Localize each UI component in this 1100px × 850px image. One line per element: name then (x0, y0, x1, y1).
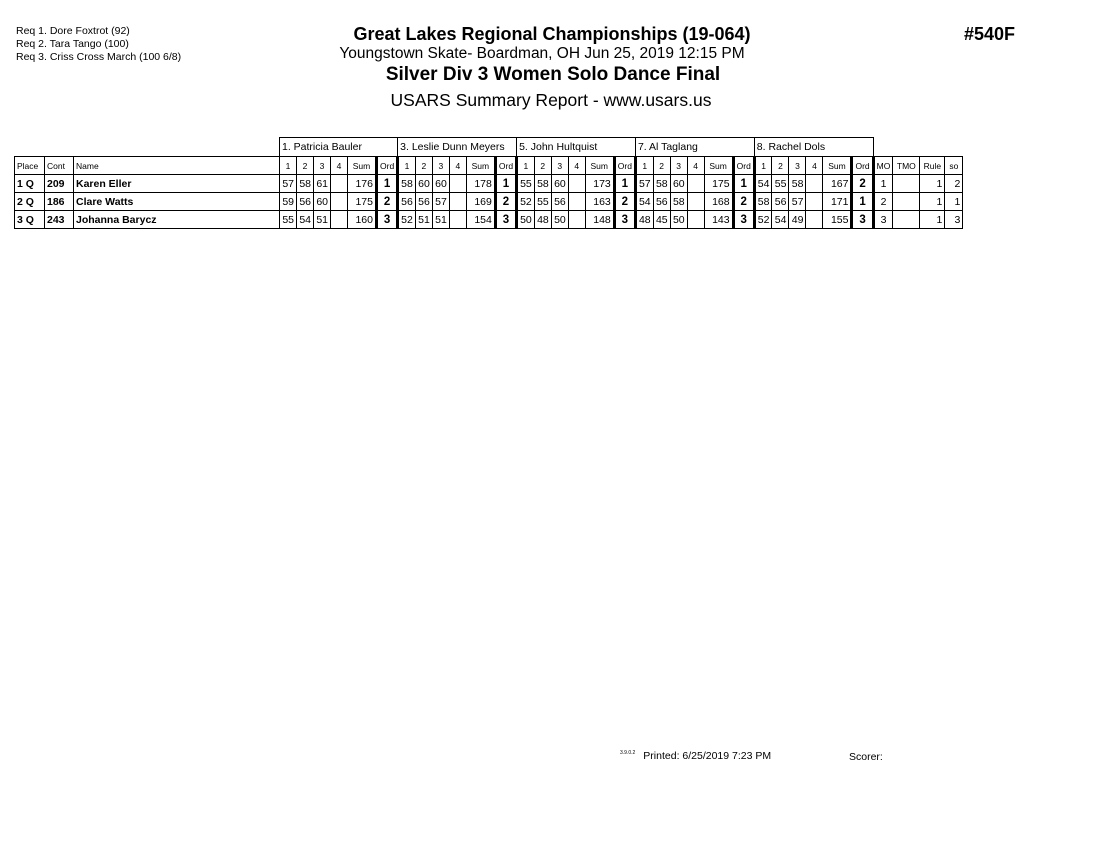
score-cell: 45 (653, 211, 670, 229)
score-cell: 51 (432, 211, 449, 229)
score-cell (806, 211, 823, 229)
tail-cell: 1 (920, 175, 945, 193)
score-cell: 52 (517, 193, 535, 211)
score-cell: 60 (432, 175, 449, 193)
score-cell: 173 (585, 175, 614, 193)
score-cell (449, 193, 466, 211)
tail-cell: 1 (873, 175, 893, 193)
column-header-tail: so (945, 157, 963, 175)
score-cell (806, 175, 823, 193)
table-row (15, 211, 963, 229)
score-cell: 54 (772, 211, 789, 229)
score-cell: 55 (534, 193, 551, 211)
score-cell: 143 (704, 211, 733, 229)
version-label: 3.9.0.2 (620, 750, 636, 756)
score-cell: 61 (314, 175, 331, 193)
score-cell: 59 (280, 193, 297, 211)
printed-info (620, 750, 771, 762)
column-header-name: Name (74, 157, 280, 175)
score-cell: 56 (297, 193, 314, 211)
score-cell: 48 (635, 211, 653, 229)
contestant-number-cell: 186 (45, 193, 74, 211)
column-header-score: 1 (398, 157, 416, 175)
score-cell (331, 175, 348, 193)
tail-cell (893, 193, 920, 211)
ordinal-cell: 3 (852, 211, 873, 229)
tail-cell: 2 (945, 175, 963, 193)
competition-title: Great Lakes Regional Championships (19-064) (353, 24, 751, 44)
tail-cell (893, 211, 920, 229)
header-spacer (873, 138, 963, 157)
event-title: Silver Div 3 Women Solo Dance Final (385, 64, 721, 85)
score-cell: 50 (551, 211, 568, 229)
skater-name-cell: Karen Eller (74, 175, 280, 193)
score-cell: 52 (754, 211, 772, 229)
printed-timestamp: Printed: 6/25/2019 7:23 PM (643, 750, 772, 762)
score-cell (449, 211, 466, 229)
contestant-number-cell: 243 (45, 211, 74, 229)
score-cell (331, 211, 348, 229)
score-cell: 55 (280, 211, 297, 229)
score-cell: 167 (823, 175, 852, 193)
score-cell: 55 (517, 175, 535, 193)
column-header-score: Ord (733, 157, 754, 175)
skater-name-cell: Clare Watts (74, 193, 280, 211)
ordinal-cell: 2 (614, 193, 635, 211)
column-header-tail: TMO (893, 157, 920, 175)
requirement-item: Req 2. Tara Tango (100) (16, 38, 129, 50)
score-cell: 178 (466, 175, 495, 193)
score-cell: 169 (466, 193, 495, 211)
column-header-tail: MO (873, 157, 893, 175)
ordinal-cell: 1 (733, 175, 754, 193)
score-cell: 57 (280, 175, 297, 193)
column-header-tail: Rule (920, 157, 945, 175)
column-header-score: 1 (517, 157, 535, 175)
score-cell: 51 (415, 211, 432, 229)
column-header-score: 1 (754, 157, 772, 175)
score-cell: 58 (398, 175, 416, 193)
column-header-score: Ord (495, 157, 516, 175)
ordinal-cell: 2 (377, 193, 398, 211)
place-cell: 2 Q (15, 193, 45, 211)
column-header-score: Sum (348, 157, 377, 175)
score-cell: 58 (653, 175, 670, 193)
requirements-list (16, 25, 181, 64)
score-cell: 155 (823, 211, 852, 229)
score-cell (568, 211, 585, 229)
column-header-cont: Cont (45, 157, 74, 175)
score-cell: 56 (772, 193, 789, 211)
column-header-place: Place (15, 157, 45, 175)
score-cell: 58 (789, 175, 806, 193)
ordinal-cell: 3 (733, 211, 754, 229)
score-cell: 160 (348, 211, 377, 229)
requirement-item: Req 1. Dore Foxtrot (92) (16, 25, 130, 37)
score-cell: 50 (517, 211, 535, 229)
column-header-score: Sum (704, 157, 733, 175)
score-cell: 55 (772, 175, 789, 193)
ordinal-cell: 3 (495, 211, 516, 229)
ordinal-cell: 1 (377, 175, 398, 193)
ordinal-cell: 2 (852, 175, 873, 193)
tail-cell: 3 (945, 211, 963, 229)
table-row (15, 175, 963, 193)
score-cell (687, 175, 704, 193)
judge-name: 1. Patricia Bauler (280, 138, 398, 157)
score-cell: 49 (789, 211, 806, 229)
score-cell: 51 (314, 211, 331, 229)
column-header-score: Sum (466, 157, 495, 175)
score-cell (568, 193, 585, 211)
score-cell: 168 (704, 193, 733, 211)
requirement-item: Req 3. Criss Cross March (100 6/8) (16, 51, 182, 63)
score-cell: 54 (635, 193, 653, 211)
judge-name: 5. John Hultquist (517, 138, 636, 157)
column-header-score: 3 (314, 157, 331, 175)
ordinal-cell: 3 (377, 211, 398, 229)
place-cell: 3 Q (15, 211, 45, 229)
column-header-score: 2 (297, 157, 314, 175)
judge-name: 8. Rachel Dols (754, 138, 873, 157)
column-header-score: 4 (806, 157, 823, 175)
column-header-score: 3 (789, 157, 806, 175)
contestant-number-cell: 209 (45, 175, 74, 193)
column-header-score: 3 (432, 157, 449, 175)
tail-cell: 1 (945, 193, 963, 211)
place-cell: 1 Q (15, 175, 45, 193)
score-cell: 56 (398, 193, 416, 211)
score-cell (449, 175, 466, 193)
tail-cell (893, 175, 920, 193)
score-cell (568, 175, 585, 193)
column-header-score: 3 (551, 157, 568, 175)
score-cell: 57 (635, 175, 653, 193)
header-spacer (15, 138, 280, 157)
column-header-score: 1 (635, 157, 653, 175)
column-header-score: 2 (772, 157, 789, 175)
tail-cell: 3 (873, 211, 893, 229)
score-cell: 48 (534, 211, 551, 229)
score-cell: 175 (348, 193, 377, 211)
report-line: USARS Summary Report - www.usars.us (390, 90, 712, 110)
score-cell: 52 (398, 211, 416, 229)
ordinal-cell: 1 (495, 175, 516, 193)
score-cell: 57 (432, 193, 449, 211)
column-header-score: Ord (377, 157, 398, 175)
score-cell: 163 (585, 193, 614, 211)
score-cell: 54 (297, 211, 314, 229)
score-cell: 58 (534, 175, 551, 193)
score-cell (806, 193, 823, 211)
column-header-score: 2 (415, 157, 432, 175)
score-cell: 50 (670, 211, 687, 229)
column-header-score: 1 (280, 157, 297, 175)
ordinal-cell: 2 (733, 193, 754, 211)
score-cell: 54 (754, 175, 772, 193)
tail-cell: 1 (920, 193, 945, 211)
score-cell: 58 (754, 193, 772, 211)
score-cell: 60 (314, 193, 331, 211)
score-cell: 57 (789, 193, 806, 211)
ordinal-cell: 2 (495, 193, 516, 211)
score-cell: 175 (704, 175, 733, 193)
ordinal-cell: 1 (614, 175, 635, 193)
score-cell: 171 (823, 193, 852, 211)
event-number: #540F (964, 24, 1016, 44)
column-header-score: 4 (331, 157, 348, 175)
column-header-score: 4 (687, 157, 704, 175)
scorer-label: Scorer: (849, 751, 883, 763)
score-cell (687, 193, 704, 211)
column-header-score: Sum (823, 157, 852, 175)
score-cell: 176 (348, 175, 377, 193)
column-header-score: 4 (568, 157, 585, 175)
ordinal-cell: 3 (614, 211, 635, 229)
score-cell: 60 (415, 175, 432, 193)
column-header-score: 4 (449, 157, 466, 175)
score-cell: 58 (670, 193, 687, 211)
column-header-score: Sum (585, 157, 614, 175)
judge-name: 7. Al Taglang (635, 138, 754, 157)
column-header-score: Ord (614, 157, 635, 175)
score-cell (331, 193, 348, 211)
ordinal-cell: 1 (852, 193, 873, 211)
score-cell: 154 (466, 211, 495, 229)
score-cell (687, 211, 704, 229)
table-row (15, 193, 963, 211)
column-header-score: 2 (534, 157, 551, 175)
score-cell: 56 (415, 193, 432, 211)
column-header-score: 3 (670, 157, 687, 175)
score-cell: 60 (670, 175, 687, 193)
score-cell: 56 (551, 193, 568, 211)
location-line: Youngstown Skate- Boardman, OH Jun 25, 2019 12:15 PM (339, 45, 745, 62)
skater-name-cell: Johanna Barycz (74, 211, 280, 229)
score-cell: 56 (653, 193, 670, 211)
column-header-score: Ord (852, 157, 873, 175)
score-cell: 148 (585, 211, 614, 229)
column-header-score: 2 (653, 157, 670, 175)
score-cell: 58 (297, 175, 314, 193)
results-table (14, 137, 963, 229)
tail-cell: 1 (920, 211, 945, 229)
judge-name: 3. Leslie Dunn Meyers (398, 138, 517, 157)
score-cell: 60 (551, 175, 568, 193)
tail-cell: 2 (873, 193, 893, 211)
